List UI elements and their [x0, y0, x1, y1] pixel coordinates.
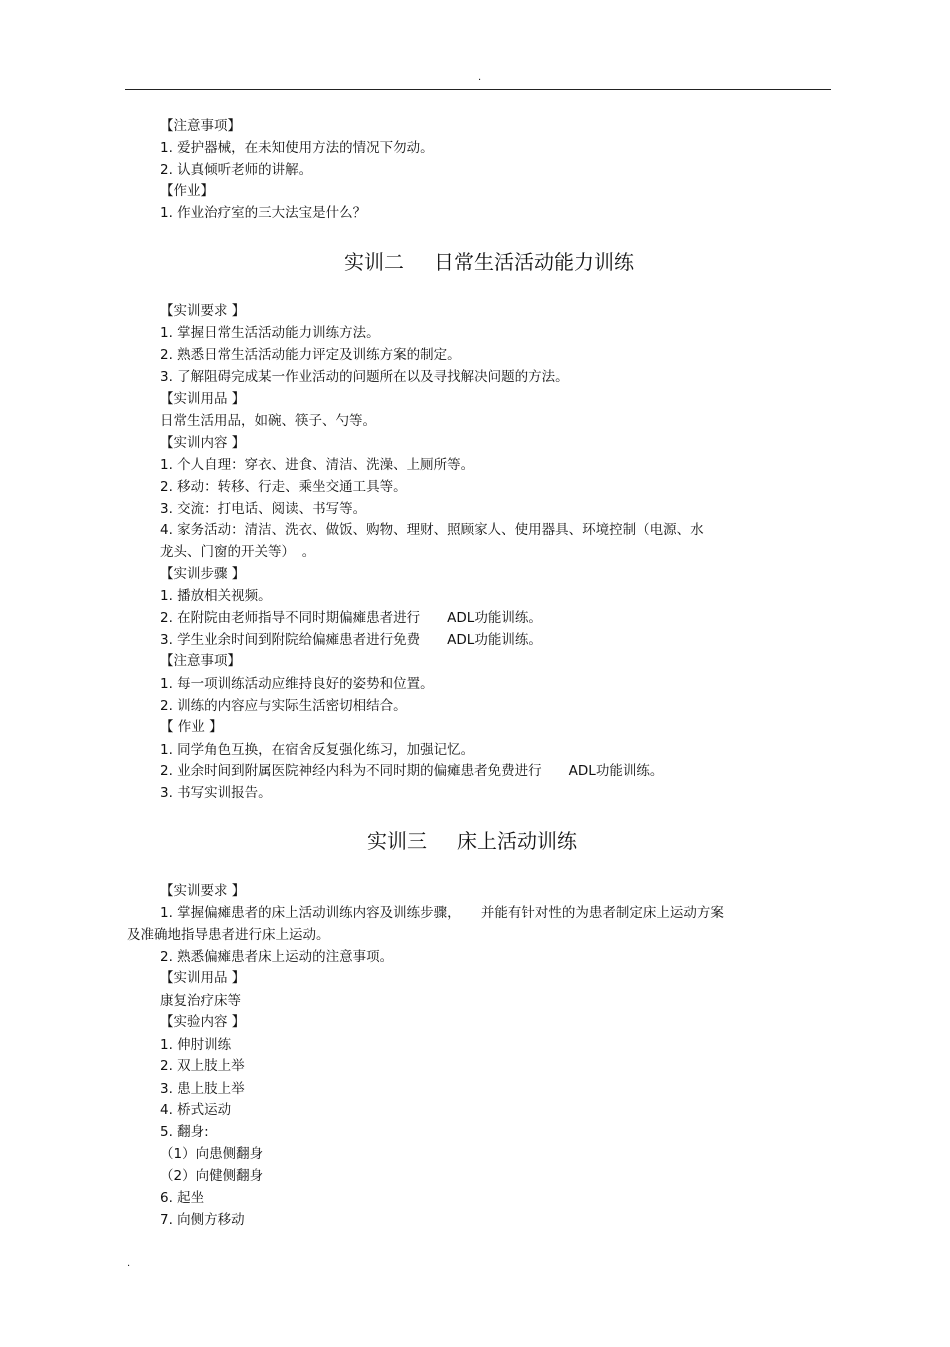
- requirement-item: 3. 了解阻碍完成某一作业活动的问题所在以及寻找解决问题的方法。: [160, 369, 569, 385]
- supplies-text: 康复治疗床等: [160, 993, 241, 1009]
- content-item: 3. 交流：打电话、阅读、书写等。: [160, 501, 367, 517]
- supplies-heading: 【实训用品 】: [160, 970, 246, 986]
- section-name: 日常生活活动能力训练: [434, 250, 634, 274]
- header-rule: [125, 89, 831, 90]
- homework-item: 1. 同学角色互换，在宿舍反复强化练习，加强记忆。: [160, 742, 475, 758]
- content-item: 1. 个人自理：穿衣、进食、清洁、洗澡、上厕所等。: [160, 457, 475, 473]
- requirement-item: 2. 熟悉日常生活活动能力评定及训练方案的制定。: [160, 347, 461, 363]
- homework-item: 1. 作业治疗室的三大法宝是什么？: [160, 205, 367, 221]
- content-heading: 【实训内容 】: [160, 435, 246, 451]
- supplies-text: 日常生活用品，如碗、筷子、勺等。: [160, 413, 376, 429]
- section-title: [344, 249, 634, 275]
- content-item: 6. 起坐: [160, 1190, 205, 1206]
- step-item: 3. 学生业余时间到附院给偏瘫患者进行免费 ADL功能训练。: [160, 632, 542, 648]
- requirement-item: 1. 掌握日常生活活动能力训练方法。: [160, 325, 380, 341]
- content-item: 3. 患上肢上举: [160, 1081, 245, 1097]
- requirement-item: 1. 掌握偏瘫患者的床上活动训练内容及训练步骤， 并能有针对性的为患者制定床上运动方案: [160, 905, 724, 921]
- content-item-continued: 龙头、门窗的开关等） 。: [160, 544, 316, 560]
- steps-heading: 【实训步骤 】: [160, 566, 246, 582]
- section-number: 实训三: [367, 829, 427, 853]
- content-item: 2. 移动：转移、行走、乘坐交通工具等。: [160, 479, 407, 495]
- supplies-heading: 【实训用品 】: [160, 391, 246, 407]
- requirements-heading: 【实训要求 】: [160, 883, 246, 899]
- note-item: 1. 每一项训练活动应维持良好的姿势和位置。: [160, 676, 434, 692]
- requirement-item-continued: 及准确地指导患者进行床上运动。: [127, 927, 330, 943]
- requirement-item: 2. 熟悉偏瘫患者床上运动的注意事项。: [160, 949, 394, 965]
- section-title: [367, 828, 577, 854]
- homework-item: 3. 书写实训报告。: [160, 785, 272, 801]
- content-item: 4. 家务活动：清洁、洗衣、做饭、购物、理财、照顾家人、使用器具、环境控制（电源、水: [160, 522, 704, 538]
- content-item: 4. 桥式运动: [160, 1102, 232, 1118]
- homework-item: 2. 业余时间到附属医院神经内科为不同时期的偏瘫患者免费进行 ADL功能训练。: [160, 763, 664, 779]
- note-item: 1. 爱护器械，在未知使用方法的情况下勿动。: [160, 140, 434, 156]
- content-item: 7. 向侧方移动: [160, 1212, 245, 1228]
- content-subitem: （2）向健侧翻身: [160, 1168, 264, 1184]
- content-item: 5. 翻身:: [160, 1124, 209, 1140]
- content-subitem: （1）向患侧翻身: [160, 1146, 264, 1162]
- notes-heading: 【注意事项】: [160, 653, 241, 669]
- homework-heading: 【作业】: [160, 183, 214, 199]
- section-number: 实训二: [344, 250, 404, 274]
- section-name: 床上活动训练: [457, 829, 577, 853]
- notes-heading: 【注意事项】: [160, 118, 241, 134]
- homework-heading: 【 作业 】: [160, 719, 223, 735]
- header-mark: .: [478, 72, 482, 83]
- content-item: 2. 双上肢上举: [160, 1058, 245, 1074]
- note-item: 2. 训练的内容应与实际生活密切相结合。: [160, 698, 407, 714]
- content-heading: 【实验内容 】: [160, 1014, 246, 1030]
- step-item: 2. 在附院由老师指导不同时期偏瘫患者进行 ADL功能训练。: [160, 610, 542, 626]
- content-item: 1. 伸肘训练: [160, 1037, 232, 1053]
- requirements-heading: 【实训要求 】: [160, 303, 246, 319]
- step-item: 1. 播放相关视频。: [160, 588, 272, 604]
- footer-mark: .: [127, 1258, 131, 1269]
- note-item: 2. 认真倾听老师的讲解。: [160, 162, 313, 178]
